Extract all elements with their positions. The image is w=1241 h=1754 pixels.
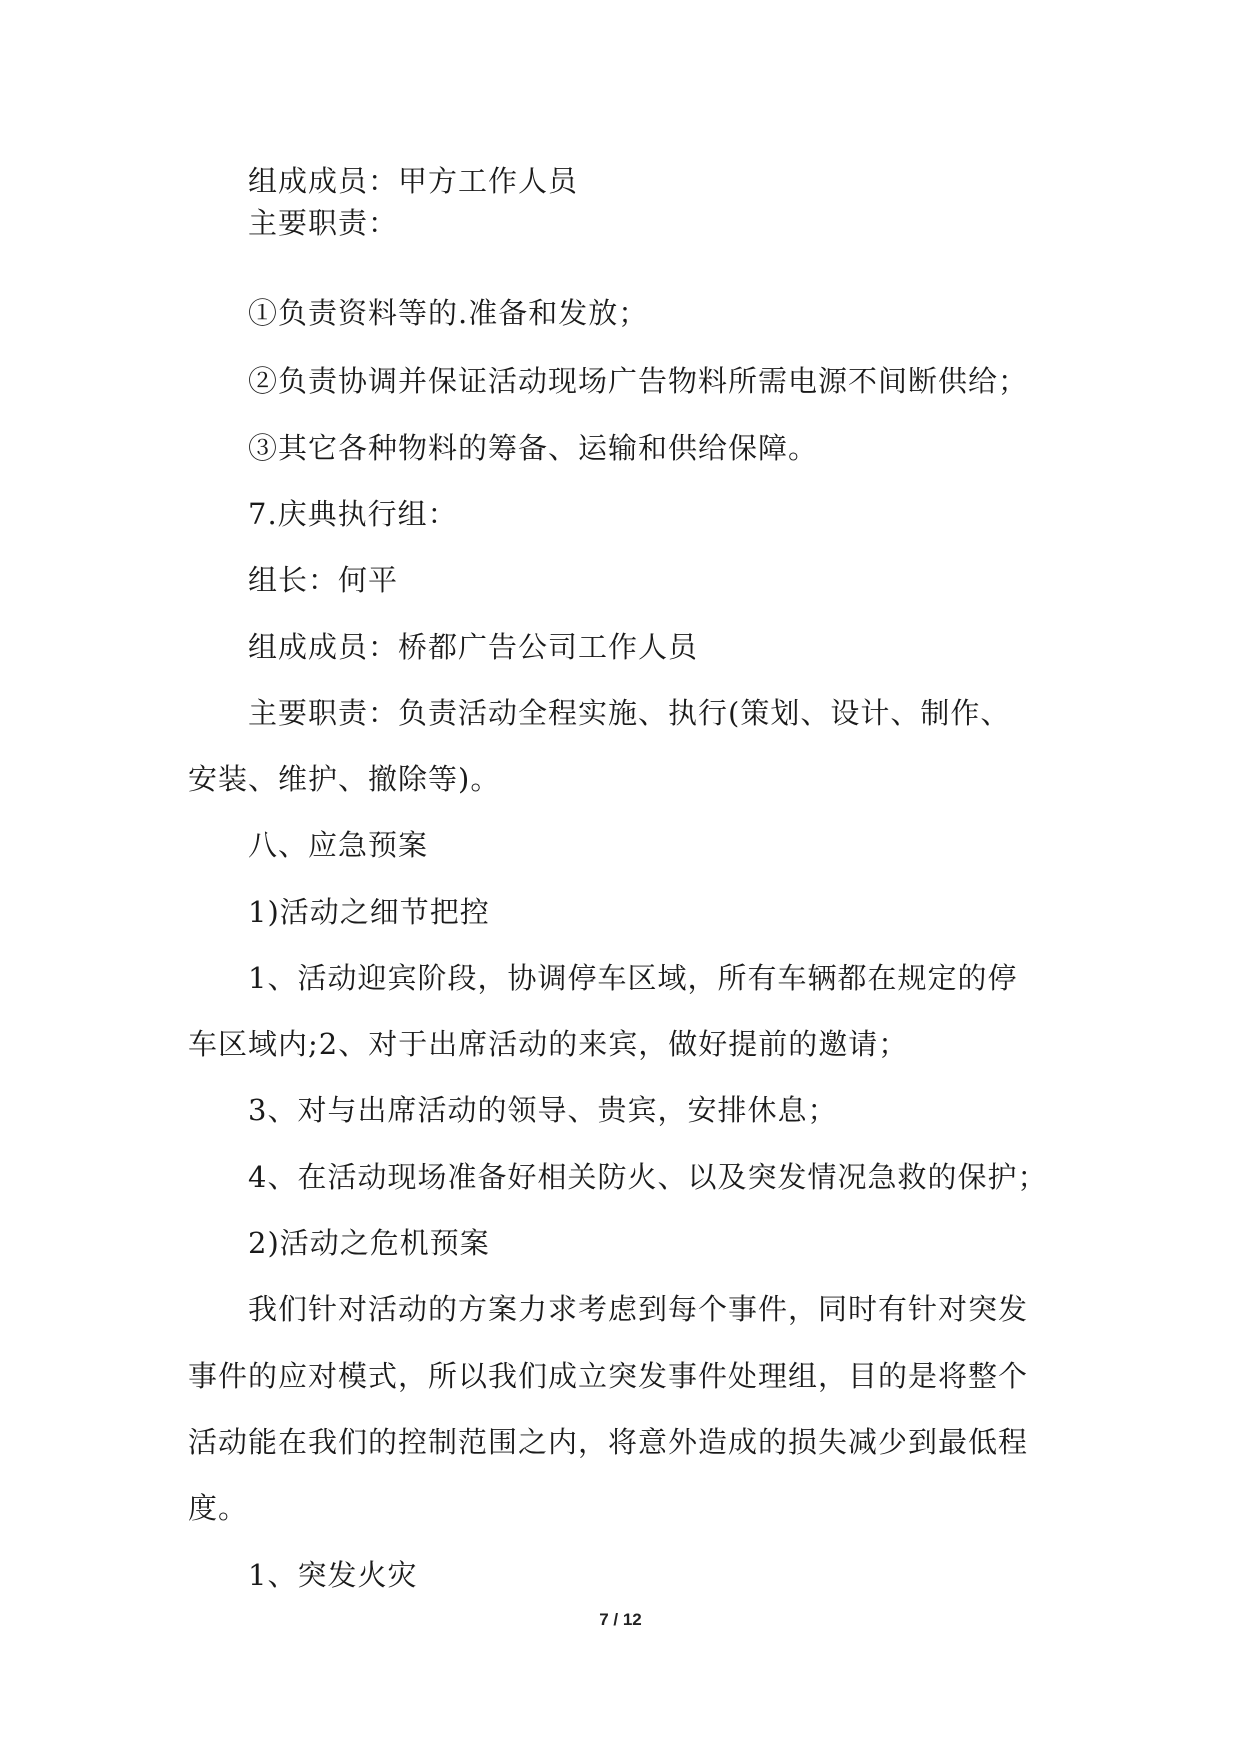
- text-line: 主要职责：负责活动全程实施、执行(策划、设计、制作、: [248, 696, 1011, 730]
- text-line: 事件的应对模式，所以我们成立突发事件处理组，目的是将整个: [188, 1359, 1029, 1393]
- text-line: 度。: [188, 1491, 249, 1525]
- text-line: 1、活动迎宾阶段，协调停车区域，所有车辆都在规定的停: [248, 961, 1018, 995]
- text-line: 4、在活动现场准备好相关防火、以及突发情况急救的保护；: [248, 1160, 1048, 1194]
- text-line: 组长：何平: [248, 563, 399, 597]
- text-line: 组成成员：桥都广告公司工作人员: [248, 630, 699, 664]
- subsection-heading: 1、突发火灾: [248, 1558, 418, 1592]
- text-line: 车区域内;2、对于出席活动的来宾，做好提前的邀请；: [188, 1027, 909, 1061]
- text-line: ③其它各种物料的筹备、运输和供给保障。: [248, 431, 819, 465]
- text-line: 我们针对活动的方案力求考虑到每个事件，同时有针对突发: [248, 1292, 1029, 1326]
- text-line: ①负责资料等的.准备和发放；: [248, 296, 649, 330]
- text-line: 组成成员：甲方工作人员: [248, 164, 579, 198]
- text-line: 安装、维护、撤除等)。: [188, 762, 501, 796]
- text-line: ②负责协调并保证活动现场广告物料所需电源不间断供给；: [248, 364, 1029, 398]
- section-heading: 7.庆典执行组：: [248, 497, 458, 531]
- page-number: 7 / 12: [599, 1610, 642, 1629]
- text-line: 主要职责：: [248, 206, 399, 240]
- subsection-heading: 1)活动之细节把控: [248, 895, 490, 929]
- text-line: 活动能在我们的控制范围之内，将意外造成的损失减少到最低程: [188, 1425, 1029, 1459]
- subsection-heading: 2)活动之危机预案: [248, 1226, 490, 1260]
- section-heading: 八、应急预案: [248, 828, 429, 862]
- text-line: 3、对与出席活动的领导、贵宾，安排休息；: [248, 1093, 838, 1127]
